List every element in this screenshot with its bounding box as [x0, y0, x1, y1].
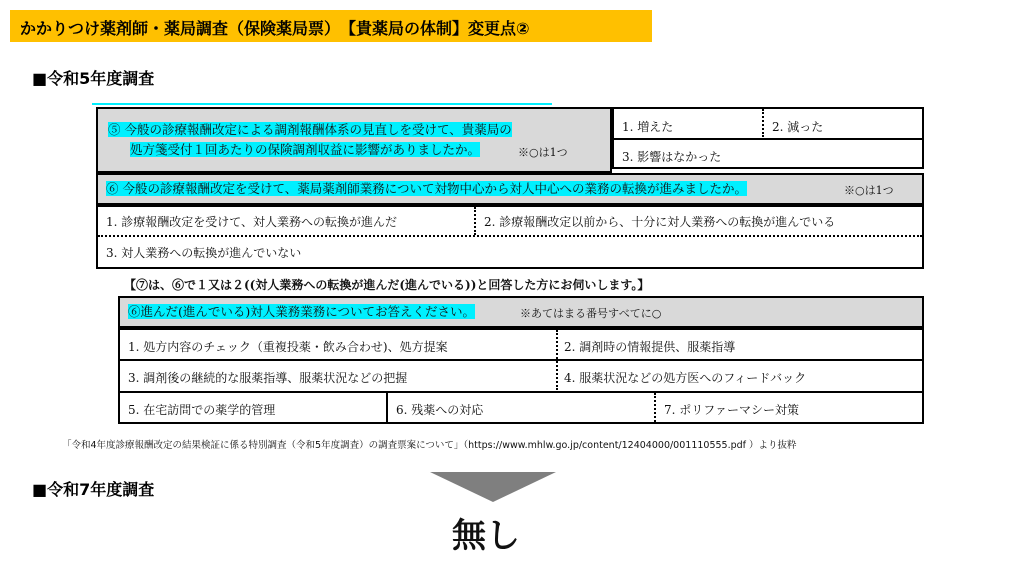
q7-option-7[interactable]: 7. ポリファーマシー対策 — [664, 403, 800, 417]
q7-dotted-v2 — [654, 393, 656, 422]
section-heading-r7: ■令和7年度調査 — [32, 480, 155, 499]
q5-dotted-divider — [762, 109, 764, 137]
q7-option-2[interactable]: 2. 調剤時の情報提供、服薬指導 — [564, 340, 736, 354]
q7-row-divider-2 — [120, 391, 922, 393]
q5-option-2[interactable]: 2. 減った — [772, 120, 824, 134]
q6-dotted-h — [98, 235, 922, 237]
q7-note: ※あてはまる番号すべてに○ — [520, 307, 662, 320]
q7-intro: 【⑦は、⑥で１又は２((対人業務への転換が進んだ(進んでいる))と回答した方にお伺いします。】 — [124, 278, 650, 292]
down-arrow-icon — [430, 472, 556, 502]
q7-option-5[interactable]: 5. 在宅訪問での薬学的管理 — [128, 403, 276, 417]
q5-question-line1: ⑤ 今般の診療報酬改定による調剤報酬体系の見直しを受けて、貴薬局の — [108, 122, 512, 137]
q5-option-1[interactable]: 1. 増えた — [622, 120, 674, 134]
q6-option-1[interactable]: 1. 診療報酬改定を受けて、対人業務への転換が進んだ — [106, 215, 398, 229]
q6-dotted-v — [474, 207, 476, 235]
q7-option-3[interactable]: 3. 調剤後の継続的な服薬指導、服薬状況などの把握 — [128, 371, 408, 385]
q6-note: ※○は1つ — [844, 184, 894, 197]
q5-option-3[interactable]: 3. 影響はなかった — [622, 150, 722, 164]
source-citation: 「令和4年度診療報酬改定の結果検証に係る特別調査（令和5年度調査）の調査票案について」（https://www.mhlw.go.jp/content/12404000/001110555.pdf ）より抜粋 — [62, 440, 797, 451]
section-heading-r5: ■令和5年度調査 — [32, 69, 155, 88]
q7-option-4[interactable]: 4. 服薬状況などの処方医へのフィードバック — [564, 371, 807, 385]
q6-question: ⑥ 今般の診療報酬改定を受けて、薬局薬剤師業務について対物中心から対人中心への業務の転換が進みましたか。 — [106, 181, 747, 196]
q7-option-1[interactable]: 1. 処方内容のチェック（重複投薬・飲み合わせ)、処方提案 — [128, 340, 448, 354]
none-text: 無し — [452, 516, 520, 556]
q5-divider — [614, 138, 922, 140]
page-title: かかりつけ薬剤師・薬局調査（保険薬局票） 【貴薬局の体制】変更点② — [20, 19, 530, 38]
q7-row-divider-1 — [120, 359, 922, 361]
q7-solid-v — [386, 393, 388, 422]
q7-dotted-v1 — [556, 330, 558, 390]
q5-note: ※○は1つ — [518, 146, 568, 159]
cyan-rule — [92, 103, 552, 105]
q7-option-6[interactable]: 6. 残薬への対応 — [396, 403, 484, 417]
q6-option-2[interactable]: 2. 診療報酬改定以前から、十分に対人業務への転換が進んでいる — [484, 215, 836, 229]
q6-option-3[interactable]: 3. 対人業務への転換が進んでいない — [106, 246, 302, 260]
q7-question: ⑥進んだ(進んでいる)対人業務業務についてお答えください。 — [128, 304, 476, 319]
q5-question-line2: 処方箋受付１回あたりの保険調剤収益に影響がありましたか。 — [130, 142, 481, 157]
